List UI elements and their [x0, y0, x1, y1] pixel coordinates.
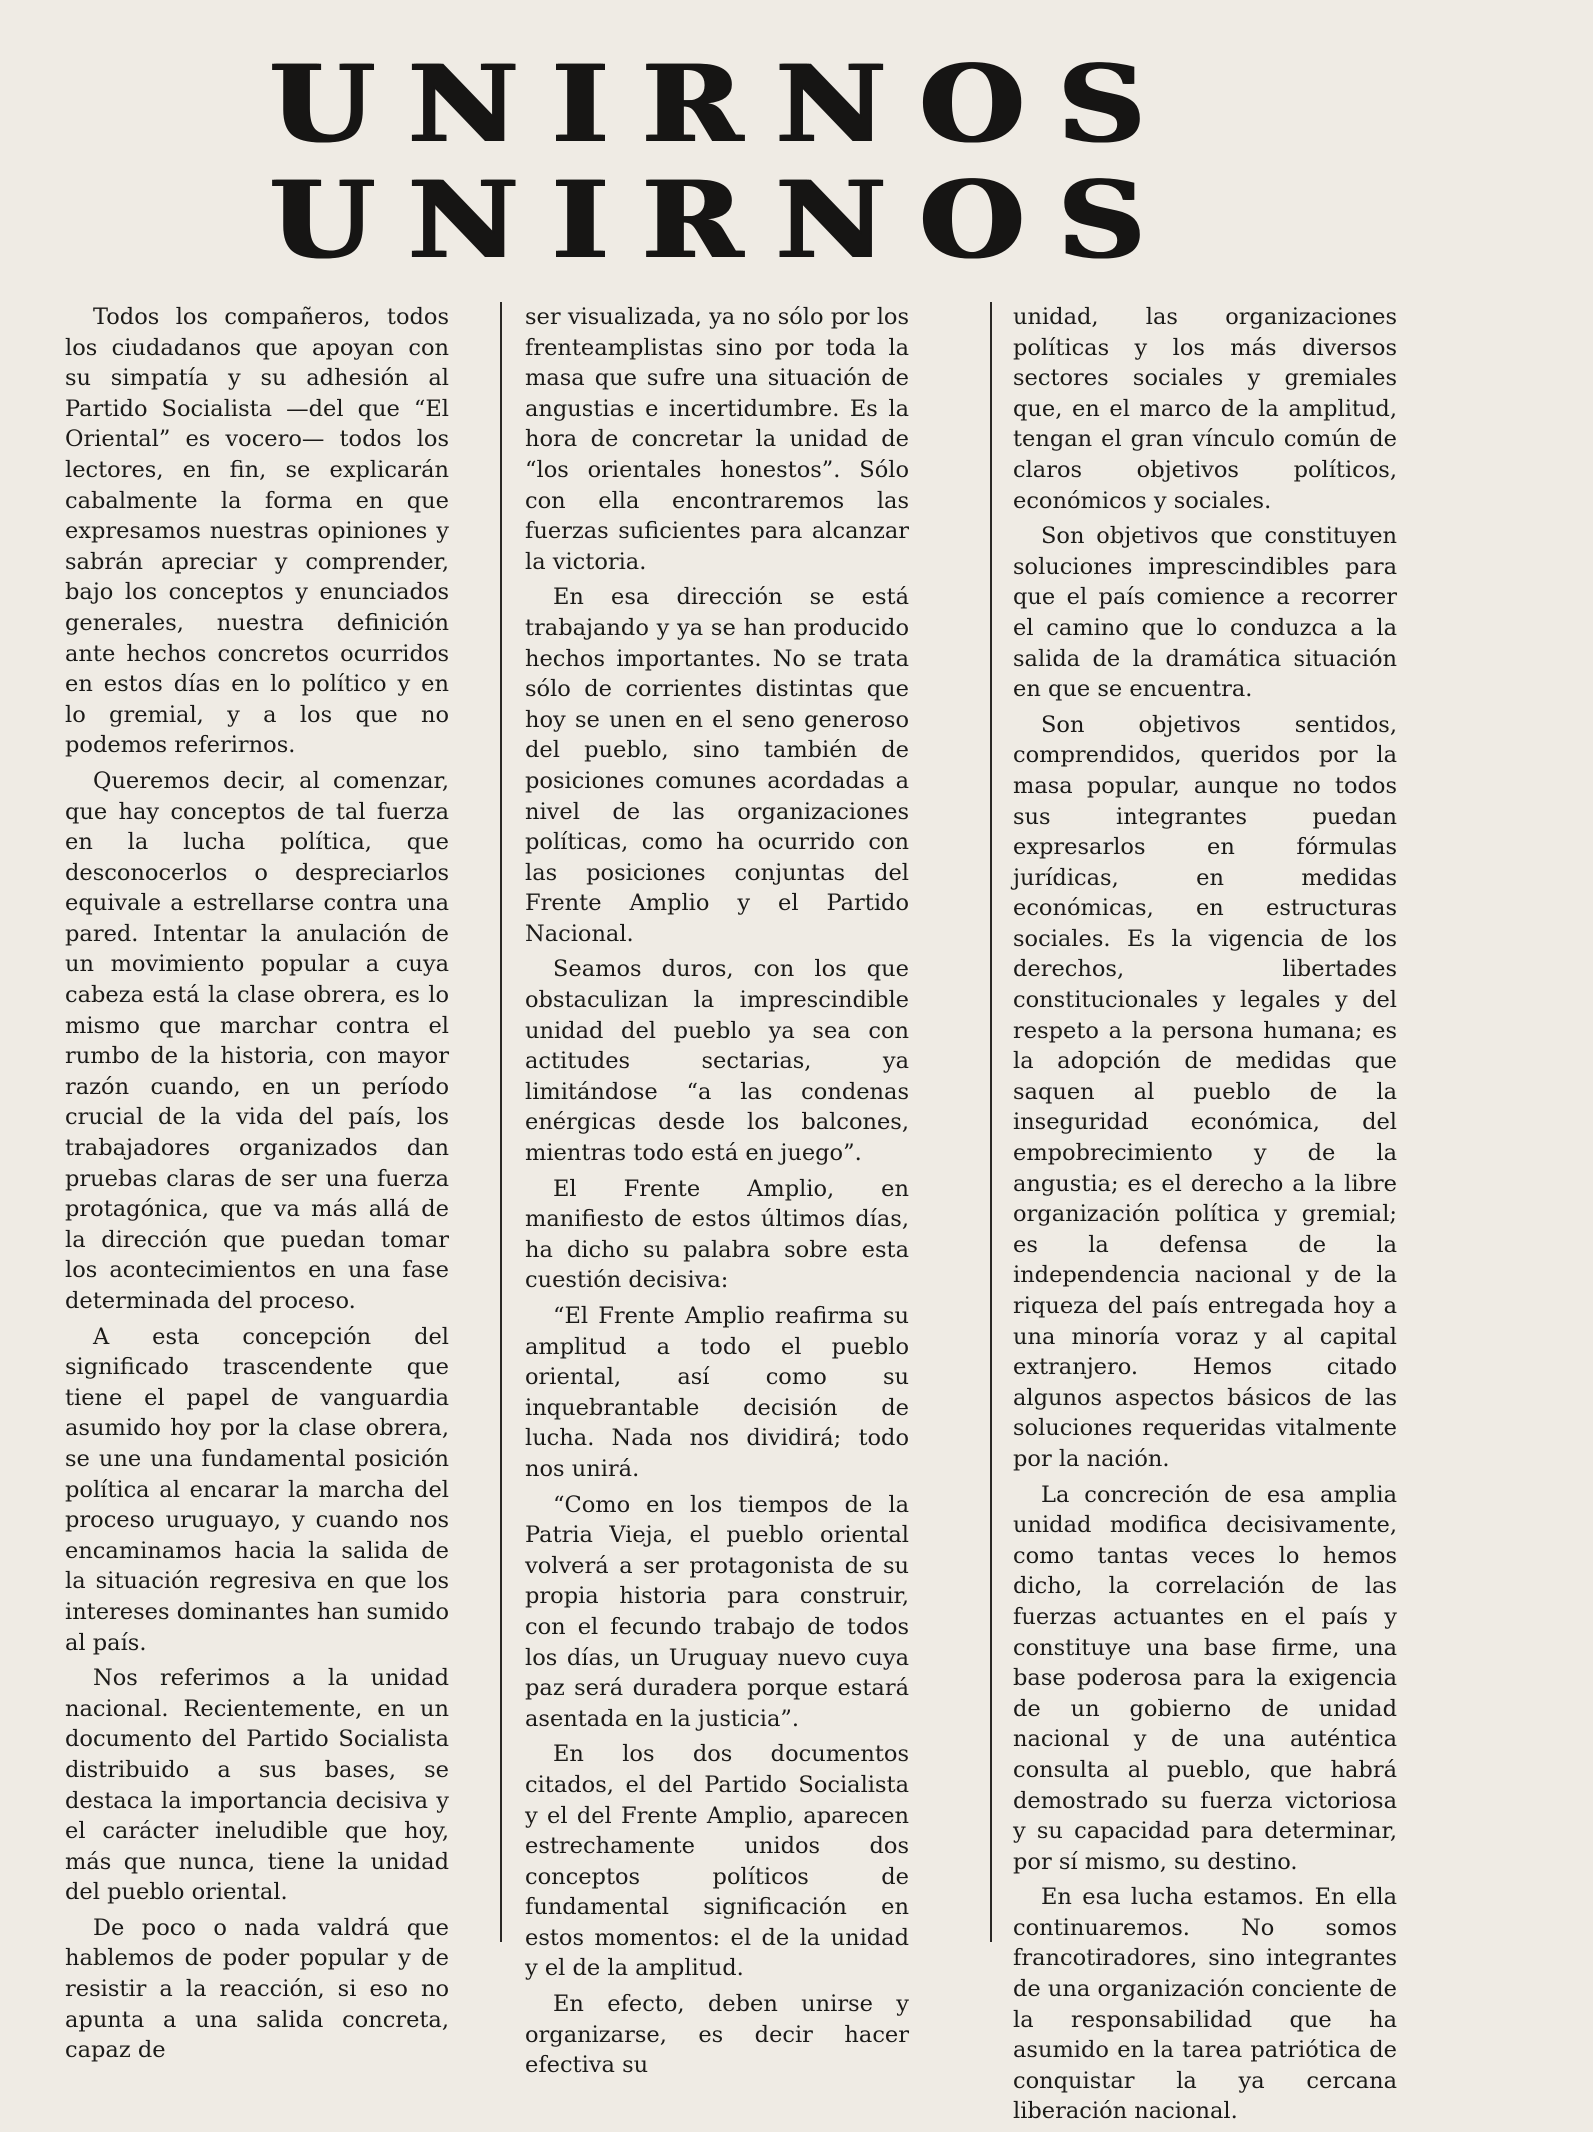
- article-paragraph: El Frente Amplio, en manifiesto de estos últimos días, ha dicho su palabra sobre esta cuestión decisiva:: [525, 1175, 909, 1294]
- headline-line-1: UNIRNOS: [270, 42, 1180, 167]
- article-paragraph: En esa lucha estamos. En ella continuaremos. No somos francotiradores, sino integrantes de una organización conciente de la responsabilidad que ha asumido en la tarea patriótica de conquistar la ya cercana liberación nacional.: [1013, 1884, 1397, 2125]
- article-paragraph: ser visualizada, ya no sólo por los frenteamplistas sino por toda la masa que sufre una situación de angustias e incertidumbre. Es la hora de concretar la unidad de “los orientales honestos”. Sólo con ella encontraremos las fuerzas suficientes para alcanzar la victoria.: [525, 304, 909, 575]
- article-paragraph: Seamos duros, con los que obstaculizan la imprescindible unidad del pueblo ya sea con actitudes sectarias, ya limitándose “a las condenas enérgicas desde los balcones, mientras todo está en juego”.: [525, 956, 909, 1167]
- article-column-2: [525, 302, 909, 2086]
- article-paragraph: unidad, las organizaciones políticas y los más diversos sectores sociales y gremiales que, en el marco de la amplitud, tengan el gran vínculo común de claros objetivos políticos, económicos y sociales.: [1013, 304, 1397, 514]
- article-paragraph: De poco o nada valdrá que hablemos de poder popular y de resistir a la reacción, si eso no apunta a una salida concreta, capaz de: [65, 1914, 449, 2064]
- article-paragraph: A esta concepción del significado trascendente que tiene el papel de vanguardia asumido hoy por la clase obrera, se une una fundamental posición política al encarar la marcha del proceso uruguayo, y cuando nos encaminamos hacia la salida de la situación regresiva en que los intereses dominantes han sumido al país.: [65, 1323, 449, 1656]
- headline-line-2: UNIRNOS: [270, 158, 1180, 283]
- article-paragraph: En efecto, deben unirse y organizarse, es decir hacer efectiva su: [525, 1991, 909, 2079]
- article-column-1: [65, 302, 449, 2071]
- column-rule-2: [990, 302, 992, 1942]
- column-rule-1: [500, 302, 502, 1942]
- article-column-3: [1013, 302, 1397, 2132]
- article-paragraph: “Como en los tiempos de la Patria Vieja, el pueblo oriental volverá a ser protagonista de su propia historia para construir, con el fecundo trabajo de todos los días, un Uruguay nuevo cuya paz será duradera porque estará asentada en la justicia”.: [525, 1491, 909, 1732]
- article-paragraph: En los dos documentos citados, el del Partido Socialista y el del Frente Amplio, aparecen estrechamente unidos dos conceptos políticos de fundamental significación en estos momentos: el de la unidad y el de la amplitud.: [525, 1741, 909, 1982]
- article-paragraph: En esa dirección se está trabajando y ya se han producido hechos importantes. No se trata sólo de corrientes distintas que hoy se unen en el seno generoso del pueblo, sino también de posiciones comunes acordadas a nivel de las organizaciones políticas, como ha ocurrido con las posiciones conjuntas del Frente Amplio y el Partido Nacional.: [525, 584, 909, 947]
- article-paragraph: “El Frente Amplio reafirma su amplitud a todo el pueblo oriental, así como su inquebrantable decisión de lucha. Nada nos dividirá; todo nos unirá.: [525, 1303, 909, 1482]
- article-paragraph: Son objetivos que constituyen soluciones imprescindibles para que el país comience a recorrer el camino que lo conduzca a la salida de la dramática situación en que se encuentra.: [1013, 523, 1397, 703]
- article-paragraph: Todos los compañeros, todos los ciudadanos que apoyan con su simpatía y su adhesión al Partido Socialista —del que “El Oriental” es vocero— todos los lectores, en fin, se explicarán cabalmente la forma en que expresamos nuestras opiniones y sabrán apreciar y comprender, bajo los conceptos y enunciados generales, nuestra definición ante hechos concretos ocurridos en estos días en lo político y en lo gremial, y a los que no podemos referirnos.: [65, 304, 449, 759]
- article-paragraph: Nos referimos a la unidad nacional. Recientemente, en un documento del Partido Socialista distribuido a sus bases, se destaca la importancia decisiva y el carácter ineludible que hoy, más que nunca, tiene la unidad del pueblo oriental.: [65, 1665, 449, 1906]
- article-paragraph: La concreción de esa amplia unidad modifica decisivamente, como tantas veces lo hemos dicho, la correlación de las fuerzas actuantes en el país y constituye una base firme, una base poderosa para la exigencia de un gobierno de unidad nacional y de una auténtica consulta al pueblo, que habrá demostrado su fuerza victoriosa y su capacidad para determinar, por sí mismo, su destino.: [1013, 1481, 1397, 1875]
- article-paragraph: Queremos decir, al comenzar, que hay conceptos de tal fuerza en la lucha política, que desconocerlos o despreciarlos equivale a estrellarse contra una pared. Intentar la anulación de un movimiento popular a cuya cabeza está la clase obrera, es lo mismo que marchar contra el rumbo de la historia, con mayor razón cuando, en un período crucial de la vida del país, los trabajadores organizados dan pruebas claras de ser una fuerza protagónica, que va más allá de la dirección que puedan tomar los acontecimientos en una fase determinada del proceso.: [65, 767, 449, 1314]
- article-paragraph: Son objetivos sentidos, comprendidos, queridos por la masa popular, aunque no todos sus integrantes puedan expresarlos en fórmulas jurídicas, en medidas económicas, en estructuras sociales. Es la vigencia de los derechos, libertades constitucionales y legales y del respeto a la persona humana; es la adopción de medidas que saquen al pueblo de la inseguridad económica, del empobrecimiento y de la angustia; es el derecho a la libre organización política y gremial; es la defensa de la independencia nacional y de la riqueza del país entregada hoy a una minoría voraz y al capital extranjero. Hemos citado algunos aspectos básicos de las soluciones requeridas vitalmente por la nación.: [1013, 711, 1397, 1472]
